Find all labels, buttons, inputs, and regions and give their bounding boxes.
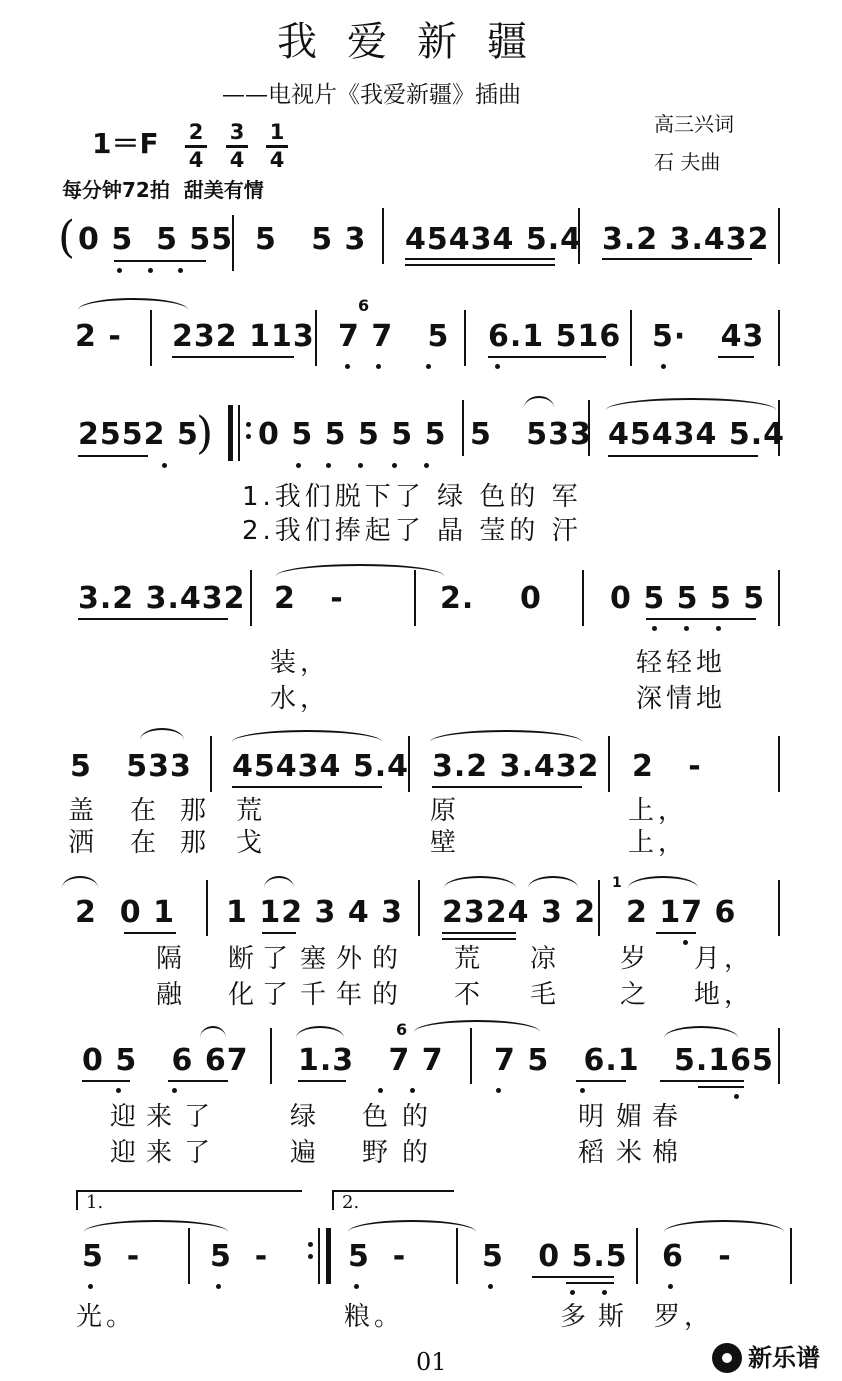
tie-slur xyxy=(606,398,776,410)
lower-octave-dot xyxy=(148,268,153,273)
beam xyxy=(82,1080,130,1082)
lyric: 明 xyxy=(578,1102,609,1132)
lyric: 斯 xyxy=(598,1302,629,1332)
lower-octave-dot xyxy=(488,1284,493,1289)
beam xyxy=(488,356,606,358)
lower-octave-dot xyxy=(426,364,431,369)
measure-r5m1: 5 533 xyxy=(70,749,192,784)
measure-r4m1: 3.2 3.432 xyxy=(78,581,246,616)
tie-slur xyxy=(664,1026,738,1038)
measure-r2m3: 7 7 5 xyxy=(338,319,450,354)
measure-r3m2: 0 5 5 5 5 5 xyxy=(258,417,447,452)
beam xyxy=(660,1080,744,1082)
lyrics-verse1-part1: 装， xyxy=(270,648,331,678)
song-title: 我爱新疆 xyxy=(277,19,557,65)
beam xyxy=(532,1276,614,1278)
measure-r7m3: 7 5 6.1 5.165 xyxy=(494,1043,774,1078)
barline xyxy=(206,880,208,936)
tie-slur xyxy=(84,1220,228,1232)
lyrics-verse2-part1: 水， xyxy=(270,684,331,714)
beam xyxy=(608,455,758,457)
barline xyxy=(778,208,780,264)
lyric: 月， xyxy=(694,944,755,974)
barline xyxy=(790,1228,792,1284)
barline xyxy=(778,570,780,626)
lyric: 地， xyxy=(694,980,755,1010)
lyric: 多 xyxy=(560,1302,591,1332)
tie-slur xyxy=(62,876,98,888)
lyric: 绿 xyxy=(290,1102,321,1132)
lyric: 凉 xyxy=(530,944,561,974)
measure-r6m2: 1 12 3 4 3 xyxy=(226,895,404,930)
lyric: 戈 xyxy=(236,828,267,858)
lyric: 光。 xyxy=(76,1302,137,1332)
barline xyxy=(462,400,464,456)
time-sig-top: 2 xyxy=(188,120,204,144)
lyric: 罗， xyxy=(654,1302,715,1332)
measure-r3m4: 45434 5.4 xyxy=(608,417,785,452)
lower-octave-dot xyxy=(354,1284,359,1289)
lower-octave-dot xyxy=(496,1088,501,1093)
lower-octave-dot xyxy=(602,1290,607,1295)
beam xyxy=(602,258,752,260)
barline xyxy=(232,215,234,271)
barline xyxy=(414,570,416,626)
measure-r1m2: 5 5 3 xyxy=(255,222,367,257)
measure-r8m2: 5 - xyxy=(210,1239,269,1274)
repeat-barline xyxy=(228,405,233,461)
lower-octave-dot xyxy=(326,463,331,468)
measure-r3m3: 5 533 xyxy=(470,417,592,452)
lyric: 塞 xyxy=(300,944,331,974)
repeat-close-paren: ) xyxy=(196,408,214,459)
lyric: 荒 xyxy=(454,944,485,974)
lower-octave-dot xyxy=(162,463,167,468)
lyrics-verse1: 1.我们脱下了 绿 色的 军 xyxy=(242,482,582,512)
grace-note: 6 xyxy=(396,1020,408,1039)
barline xyxy=(778,310,780,366)
lyric: 断 xyxy=(228,944,259,974)
lyric: 了 xyxy=(184,1102,215,1132)
lyric: 的 xyxy=(402,1102,433,1132)
lyric: 那 xyxy=(180,828,211,858)
lyric: 了 xyxy=(262,980,293,1010)
lower-octave-dot xyxy=(392,463,397,468)
time-signature-1 xyxy=(185,122,207,171)
beam xyxy=(566,1282,614,1284)
barline xyxy=(464,310,466,366)
tie-slur xyxy=(628,876,698,888)
barline xyxy=(778,1028,780,1084)
page-number: 01 xyxy=(416,1348,447,1376)
lower-octave-dot xyxy=(570,1290,575,1295)
measure-r5m3: 3.2 3.432 xyxy=(432,749,600,784)
beam xyxy=(168,1080,228,1082)
lyricist-credit: 高三兴词 xyxy=(654,112,734,136)
lower-octave-dot xyxy=(424,463,429,468)
tie-slur xyxy=(444,876,516,888)
lyric: 壁 xyxy=(430,828,461,858)
beam xyxy=(698,1086,744,1088)
lyrics-verse2-part2: 深情地 xyxy=(636,684,727,714)
repeat-barline xyxy=(326,1228,331,1284)
beam xyxy=(114,260,206,262)
measure-r2m2: 232 113 xyxy=(172,319,315,354)
tie-slur xyxy=(78,298,188,310)
barline xyxy=(150,310,152,366)
tie-slur xyxy=(264,876,294,888)
beam xyxy=(718,356,754,358)
measure-r2m1: 2 - xyxy=(75,319,122,354)
lower-octave-dot xyxy=(668,1284,673,1289)
beam xyxy=(78,455,148,457)
lyric: 上， xyxy=(628,796,689,826)
barline xyxy=(188,1228,190,1284)
lower-octave-dot xyxy=(178,268,183,273)
lower-octave-dot xyxy=(378,1088,383,1093)
beam xyxy=(405,264,555,266)
lyric: 隔 xyxy=(156,944,187,974)
time-signature-2 xyxy=(226,122,248,171)
lower-octave-dot xyxy=(172,1088,177,1093)
measure-r1m4: 3.2 3.432 xyxy=(602,222,770,257)
tie-slur xyxy=(524,396,554,408)
lower-octave-dot xyxy=(716,626,721,631)
lyric: 融 xyxy=(156,980,187,1010)
measure-r4m3: 2. 0 xyxy=(440,581,542,616)
lyric: 盖 xyxy=(68,796,99,826)
lyric: 了 xyxy=(184,1138,215,1168)
lyric: 在 xyxy=(130,828,161,858)
measure-r3m1: 2552 5 xyxy=(78,417,199,452)
first-ending-label: 1. xyxy=(86,1192,104,1213)
beam xyxy=(232,786,382,788)
time-sig-bottom: 4 xyxy=(229,148,245,172)
barline xyxy=(598,880,600,936)
measure-r2m5: 5· 43 xyxy=(652,319,765,354)
first-ending-bracket xyxy=(76,1190,302,1213)
barline xyxy=(588,400,590,456)
lower-octave-dot xyxy=(296,463,301,468)
measure-r8m4: 5 0 5.5 xyxy=(482,1239,628,1274)
key-signature: 1＝F xyxy=(92,127,159,160)
beam xyxy=(172,356,294,358)
tie-slur xyxy=(200,1026,226,1038)
barline xyxy=(210,736,212,792)
measure-r4m4: 0 5 5 5 5 xyxy=(610,581,766,616)
measure-r7m2: 1.3 7 7 xyxy=(298,1043,444,1078)
barline xyxy=(250,570,252,626)
beam xyxy=(442,938,516,940)
lower-octave-dot xyxy=(495,364,500,369)
lyric: 色 xyxy=(362,1102,393,1132)
repeat-dots xyxy=(246,420,252,442)
lyric: 在 xyxy=(130,796,161,826)
lyric: 洒 xyxy=(68,828,99,858)
lyric: 了 xyxy=(262,944,293,974)
beam xyxy=(656,932,696,934)
lyric: 化 xyxy=(228,980,259,1010)
measure-r6m1: 2 0 1 xyxy=(75,895,175,930)
lower-octave-dot xyxy=(410,1088,415,1093)
barline xyxy=(315,310,317,366)
lower-octave-dot xyxy=(117,268,122,273)
barline xyxy=(578,208,580,264)
measure-r8m3: 5 - xyxy=(348,1239,407,1274)
barline xyxy=(778,736,780,792)
beam xyxy=(646,618,756,620)
measure-r2m4: 6.1 516 xyxy=(488,319,622,354)
tempo-marking: 每分钟72拍 甜美有情 xyxy=(62,178,264,202)
lyric: 上， xyxy=(628,828,689,858)
measure-r6m4: 2 17 6 xyxy=(626,895,737,930)
tie-slur xyxy=(414,1020,540,1032)
repeat-open-paren: ( xyxy=(58,212,76,263)
lyric: 稻 xyxy=(578,1138,609,1168)
time-signature-3 xyxy=(266,122,288,171)
lyric: 来 xyxy=(146,1138,177,1168)
lyric: 遍 xyxy=(290,1138,321,1168)
tie-slur xyxy=(140,728,184,740)
song-subtitle: ——电视片《我爱新疆》插曲 xyxy=(222,82,521,108)
measure-r4m2: 2 - xyxy=(274,581,344,616)
barline xyxy=(456,1228,458,1284)
lyric: 粮。 xyxy=(344,1302,405,1332)
tie-slur xyxy=(276,564,444,576)
time-sig-bottom: 4 xyxy=(269,148,285,172)
music-disc-logo-icon xyxy=(712,1343,742,1373)
lyric: 媚 xyxy=(616,1102,647,1132)
lyric: 不 xyxy=(454,980,485,1010)
lower-octave-dot xyxy=(358,463,363,468)
lyric: 外 xyxy=(336,944,367,974)
beam xyxy=(405,258,555,260)
lyric: 岁 xyxy=(620,944,651,974)
time-sig-bottom: 4 xyxy=(188,148,204,172)
site-logo-text: 新乐谱 xyxy=(748,1344,820,1372)
lyric: 野 xyxy=(362,1138,393,1168)
grace-note: 6 xyxy=(358,296,370,315)
composer-credit: 石 夫曲 xyxy=(654,150,721,174)
lower-octave-dot xyxy=(345,364,350,369)
barline xyxy=(270,1028,272,1084)
measure-r6m3: 2324 3 2 xyxy=(442,895,597,930)
tie-slur xyxy=(296,1026,344,1038)
beam xyxy=(442,932,516,934)
second-ending-bracket xyxy=(332,1190,454,1213)
barline xyxy=(408,736,410,792)
beam xyxy=(432,786,582,788)
lower-octave-dot xyxy=(216,1284,221,1289)
barline xyxy=(778,880,780,936)
lower-octave-dot xyxy=(376,364,381,369)
beam xyxy=(298,1080,346,1082)
measure-r8m1: 5 - xyxy=(82,1239,141,1274)
repeat-dots xyxy=(308,1240,314,1262)
lower-octave-dot xyxy=(652,626,657,631)
repeat-barline-thin xyxy=(318,1228,320,1284)
beam xyxy=(124,932,176,934)
beam xyxy=(262,932,296,934)
measure-r1m3: 45434 5.4 xyxy=(405,222,582,257)
lyric: 迎 xyxy=(110,1102,141,1132)
lower-octave-dot xyxy=(88,1284,93,1289)
barline xyxy=(608,736,610,792)
lyric: 来 xyxy=(146,1102,177,1132)
barline xyxy=(778,400,780,456)
barline xyxy=(636,1228,638,1284)
grace-note: 1 xyxy=(612,875,622,891)
lower-octave-dot xyxy=(683,940,688,945)
barline xyxy=(470,1028,472,1084)
lower-octave-dot xyxy=(734,1094,739,1099)
barline xyxy=(418,880,420,936)
lyric: 千 xyxy=(300,980,331,1010)
lower-octave-dot xyxy=(661,364,666,369)
measure-r5m4: 2 - xyxy=(632,749,702,784)
tie-slur xyxy=(528,876,578,888)
lower-octave-dot xyxy=(684,626,689,631)
beam xyxy=(576,1080,626,1082)
lyric: 的 xyxy=(372,944,403,974)
barline xyxy=(630,310,632,366)
lyric: 原 xyxy=(430,796,461,826)
lyric: 的 xyxy=(402,1138,433,1168)
measure-r5m2: 45434 5.4 xyxy=(232,749,409,784)
tie-slur xyxy=(430,730,582,742)
lyric: 棉 xyxy=(652,1138,683,1168)
measure-r7m1: 0 5 6 67 xyxy=(82,1043,249,1078)
repeat-barline-thin xyxy=(238,405,240,461)
tie-slur xyxy=(664,1220,784,1232)
measure-r8m5: 6 - xyxy=(662,1239,732,1274)
lyric: 迎 xyxy=(110,1138,141,1168)
lyrics-verse1-part2: 轻轻地 xyxy=(636,648,727,678)
lyric: 的 xyxy=(372,980,403,1010)
time-sig-top: 1 xyxy=(269,120,285,144)
barline xyxy=(382,208,384,264)
tie-slur xyxy=(232,730,382,742)
lower-octave-dot xyxy=(116,1088,121,1093)
lower-octave-dot xyxy=(580,1088,585,1093)
lyric: 那 xyxy=(180,796,211,826)
lyric: 毛 xyxy=(530,980,561,1010)
measure-r1m1: 0 5 5 55 xyxy=(78,222,234,257)
lyric: 之 xyxy=(620,980,651,1010)
lyric: 春 xyxy=(652,1102,683,1132)
barline xyxy=(582,570,584,626)
time-sig-top: 3 xyxy=(229,120,245,144)
beam xyxy=(78,618,228,620)
lyric: 荒 xyxy=(236,796,267,826)
second-ending-label: 2. xyxy=(342,1192,360,1213)
lyric: 米 xyxy=(616,1138,647,1168)
lyrics-verse2: 2.我们捧起了 晶 莹的 汗 xyxy=(242,516,582,546)
lyric: 年 xyxy=(336,980,367,1010)
